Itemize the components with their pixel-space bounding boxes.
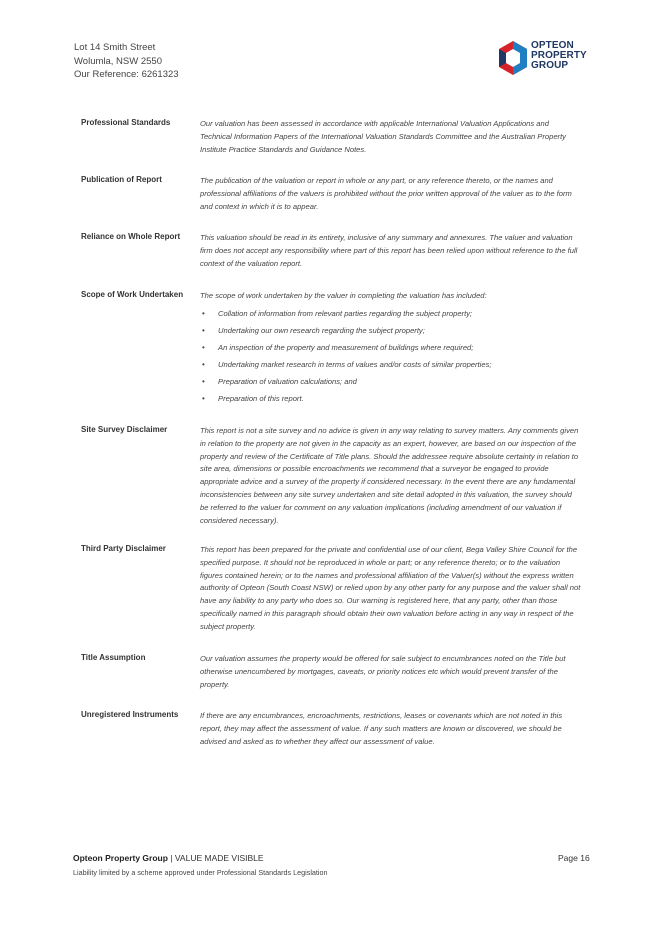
list-item: • An inspection of the property and measurement of buildings where required; [202,342,474,352]
our-reference: Our Reference: 6261323 [74,69,179,80]
section-body: This report has been prepared for the private and confidential use of our client, Bega Valley Shire Council for the specified purpose. It should not be reproduced in whole or part; or any reference thereto; or to the valuation figures contained herein; or to the names and professional affiliation of the Valuer(s) without the express written authority of Opteon (South Coast NSW) or relied upon by any other party for any purpose and the valuer shall not have any liability to any party who does so. Our warning is registered here, that any party, other than those specifically named in this paragraph should obtain their own valuation before acting in any way in respect of the subject property. [200,545,581,631]
scope-list [200,308,582,410]
bullet-icon: • [202,308,205,318]
bullet-icon: • [202,325,205,335]
list-item: • Undertaking market research in terms of values and/or costs of similar properties; [202,359,492,369]
section-label: Site Survey Disclaimer [81,425,168,434]
footer-tagline: VALUE MADE VISIBLE [174,853,264,863]
bullet-icon: • [202,359,205,369]
list-item: • Preparation of this report. [202,393,304,403]
footer-brand [73,853,264,863]
logo-line-1: OPTEON [531,40,574,51]
footer-separator: | [170,853,173,863]
section-label: Publication of Report [81,175,162,184]
address-line-2: Wolumla, NSW 2550 [74,55,162,67]
bullet-icon: • [202,376,205,386]
header-address [74,41,179,82]
section-label: Third Party Disclaimer [81,544,166,553]
bullet-icon: • [202,393,205,403]
list-item: • Preparation of valuation calculations; and [202,376,357,386]
opteon-logo [497,40,592,76]
logo-line-3: GROUP [531,60,569,71]
section-body: This report is not a site survey and no advice is given in any way relating to survey matters. Any comments given in relation to the property are not given in the capacity as an expert, however, are based on our inspection of the property and review of the Certificate of Title plans. Should the addressee require absolute certainty in relation to site area, dimensions or possible encroachments we recommend that a surveyor be engaged to provide appropriate advice and a survey of the property if considered necessary. In the event there are any fundamental inconsistencies between any site survey undertaken and site detail adopted in this valuation, the survey should be referred to the valuer for comment on any valuation implications (including amendment of our valuation if considered necessary). [200,426,579,525]
section-body [200,290,582,410]
logo-wordmark [531,41,587,71]
section-body: Our valuation assumes the property would be offered for sale subject to encumbrances noted on the Title but otherwise unencumbered by mortgages, caveats, or priority notices etc which would prevent transfer of the property. [200,654,566,689]
section-label: Unregistered Instruments [81,710,179,719]
list-item: • Undertaking our own research regarding the subject property; [202,325,425,335]
list-item: • Collation of information from relevant parties regarding the subject property; [202,308,473,318]
scope-intro: The scope of work undertaken by the valuer in completing the valuation has included: [200,291,487,300]
section-label: Professional Standards [81,118,171,127]
section-body: If there are any encumbrances, encroachments, restrictions, leases or covenants which are not noted in this report, they may affect the assessment of value. If any such matters are known or discovered, we should be advised and asked as to whether they affect our assessment of value. [200,711,563,746]
section-body: The publication of the valuation or report in whole or any part, or any reference thereto, or the names and professional affiliations of the valuers is prohibited without the prior written approval of the valuer as to the form and context in which it is to appear. [200,176,572,211]
section-body: This valuation should be read in its entirety, inclusive of any summary and annexures. The valuer and valuation firm does not accept any responsibility where part of this report has been relied upon without reference to the full context of the valuation report. [200,233,578,268]
footer-liability: Liability limited by a scheme approved under Professional Standards Legislation [73,868,328,877]
section-label: Scope of Work Undertaken [81,290,184,299]
section-body: Our valuation has been assessed in accordance with applicable International Valuation Applications and Technical Information Papers of the International Valuation Standards Committee and the Australian Property Institute Practice Standards and Guidance Notes. [200,119,566,154]
section-label: Title Assumption [81,653,146,662]
footer-company: Opteon Property Group [73,853,168,863]
page-number: Page 16 [558,853,590,863]
opteon-hexagon-icon [497,40,529,76]
address-line-1: Lot 14 Smith Street [74,42,156,53]
bullet-icon: • [202,342,205,352]
section-label: Reliance on Whole Report [81,232,181,241]
logo-line-2: PROPERTY [531,50,587,61]
